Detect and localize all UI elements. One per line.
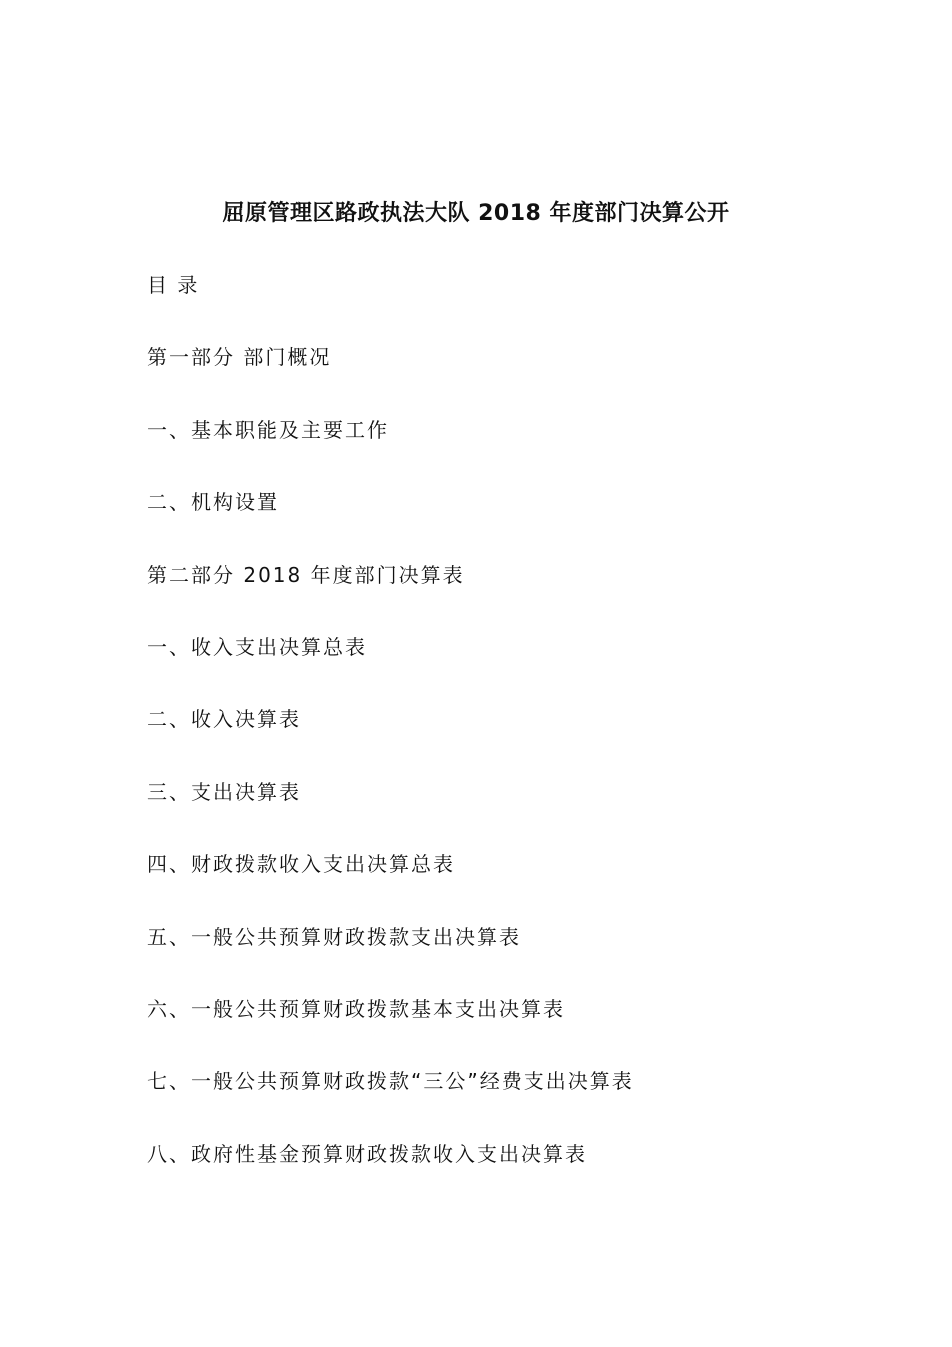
- document-title: 屈原管理区路政执法大队 2018 年度部门决算公开: [222, 201, 730, 226]
- toc-item: 六、一般公共预算财政拨款基本支出决算表: [147, 996, 565, 1021]
- toc-item: 二、机构设置: [147, 490, 279, 515]
- toc-item: 八、政府性基金预算财政拨款收入支出决算表: [147, 1141, 587, 1166]
- table-of-contents: [147, 268, 634, 1209]
- toc-heading: 目 录: [147, 273, 200, 297]
- toc-item: 一、基本职能及主要工作: [147, 417, 389, 442]
- toc-part-2: 第二部分 2018 年度部门决算表: [147, 562, 465, 587]
- toc-item: 三、支出决算表: [147, 779, 301, 804]
- toc-item: 四、财政拨款收入支出决算总表: [147, 852, 455, 877]
- toc-item: 七、一般公共预算财政拨款“三公”经费支出决算表: [147, 1069, 634, 1094]
- toc-item: 二、收入决算表: [147, 707, 301, 732]
- toc-item: 一、收入支出决算总表: [147, 634, 367, 659]
- toc-part-1: 第一部分 部门概况: [147, 345, 332, 370]
- toc-item: 五、一般公共预算财政拨款支出决算表: [147, 924, 521, 949]
